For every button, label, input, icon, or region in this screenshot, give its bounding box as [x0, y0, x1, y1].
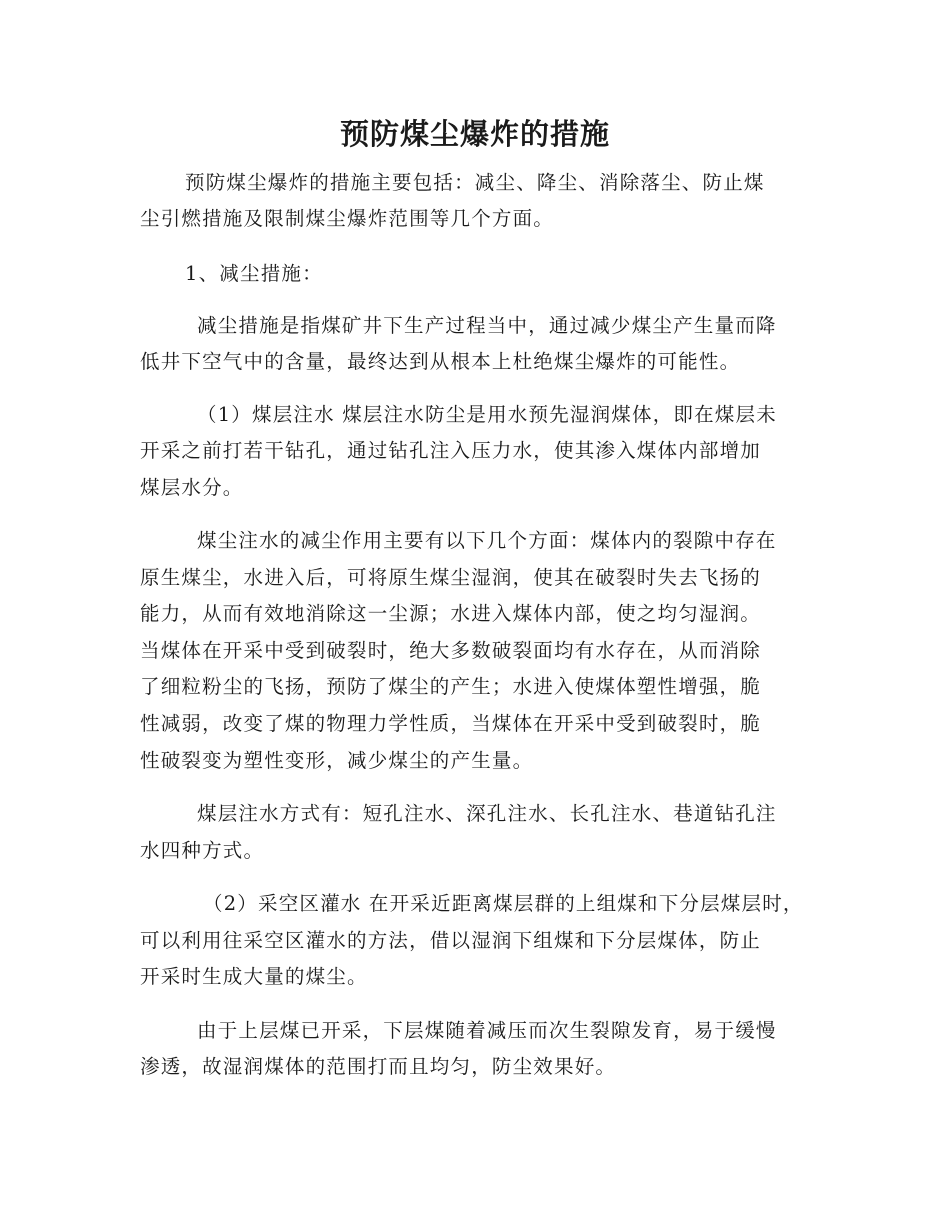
paragraph-line: 减尘措施是指煤矿井下生产过程当中，通过减少煤尘产生量而降: [197, 314, 777, 337]
paragraph-line: 低井下空气中的含量，最终达到从根本上杜绝煤尘爆炸的可能性。: [140, 350, 741, 373]
paragraph-line: （1）煤层注水 煤层注水防尘是用水预先湿润煤体，即在煤层未: [197, 403, 777, 426]
paragraph-line: 当煤体在开采中受到破裂时，绝大多数破裂面均有水存在，从而消除: [140, 639, 762, 662]
paragraph-line: （2）采空区灌水 在开采近距离煤层群的上组煤和下分层煤层时，: [203, 892, 804, 915]
paragraph-line: 煤层注水方式有：短孔注水、深孔注水、长孔注水、巷道钻孔注: [197, 802, 777, 825]
paragraph-line: 性减弱，改变了煤的物理力学性质，当煤体在开采中受到破裂时，脆: [140, 712, 762, 735]
paragraph-line: 水四种方式。: [140, 839, 265, 862]
document-title: 预防煤尘爆炸的措施: [339, 117, 610, 151]
paragraph-line: 可以利用往采空区灌水的方法，借以湿润下组煤和下分层煤体，防止: [140, 929, 762, 952]
paragraph-line: 煤层水分。: [140, 476, 244, 499]
paragraph-line: 了细粒粉尘的飞扬，预防了煤尘的产生；水进入使煤体塑性增强，脆: [140, 675, 762, 698]
paragraph-line: 原生煤尘，水进入后，可将原生煤尘湿润，使其在破裂时失去飞扬的: [140, 566, 762, 589]
paragraph-line: 开采时生成大量的煤尘。: [140, 965, 368, 988]
section-heading: 1、减尘措施：: [185, 262, 323, 285]
paragraph-line: 由于上层煤已开采，下层煤随着减压而次生裂隙发育，易于缓慢: [197, 1019, 777, 1042]
paragraph-line: 煤尘注水的减尘作用主要有以下几个方面：煤体内的裂隙中存在: [197, 529, 777, 552]
paragraph-line: 渗透，故湿润煤体的范围打而且均匀，防尘效果好。: [140, 1055, 617, 1078]
paragraph-line: 尘引燃措施及限制煤尘爆炸范围等几个方面。: [140, 207, 555, 230]
paragraph-line: 开采之前打若干钻孔，通过钻孔注入压力水，使其渗入煤体内部增加: [140, 439, 762, 462]
paragraph-line: 能力，从而有效地消除这一尘源；水进入煤体内部，使之均匀湿润。: [140, 602, 762, 625]
paragraph-line: 预防煤尘爆炸的措施主要包括：减尘、降尘、消除落尘、防止煤: [185, 171, 765, 194]
paragraph-line: 性破裂变为塑性变形，减少煤尘的产生量。: [140, 749, 534, 772]
